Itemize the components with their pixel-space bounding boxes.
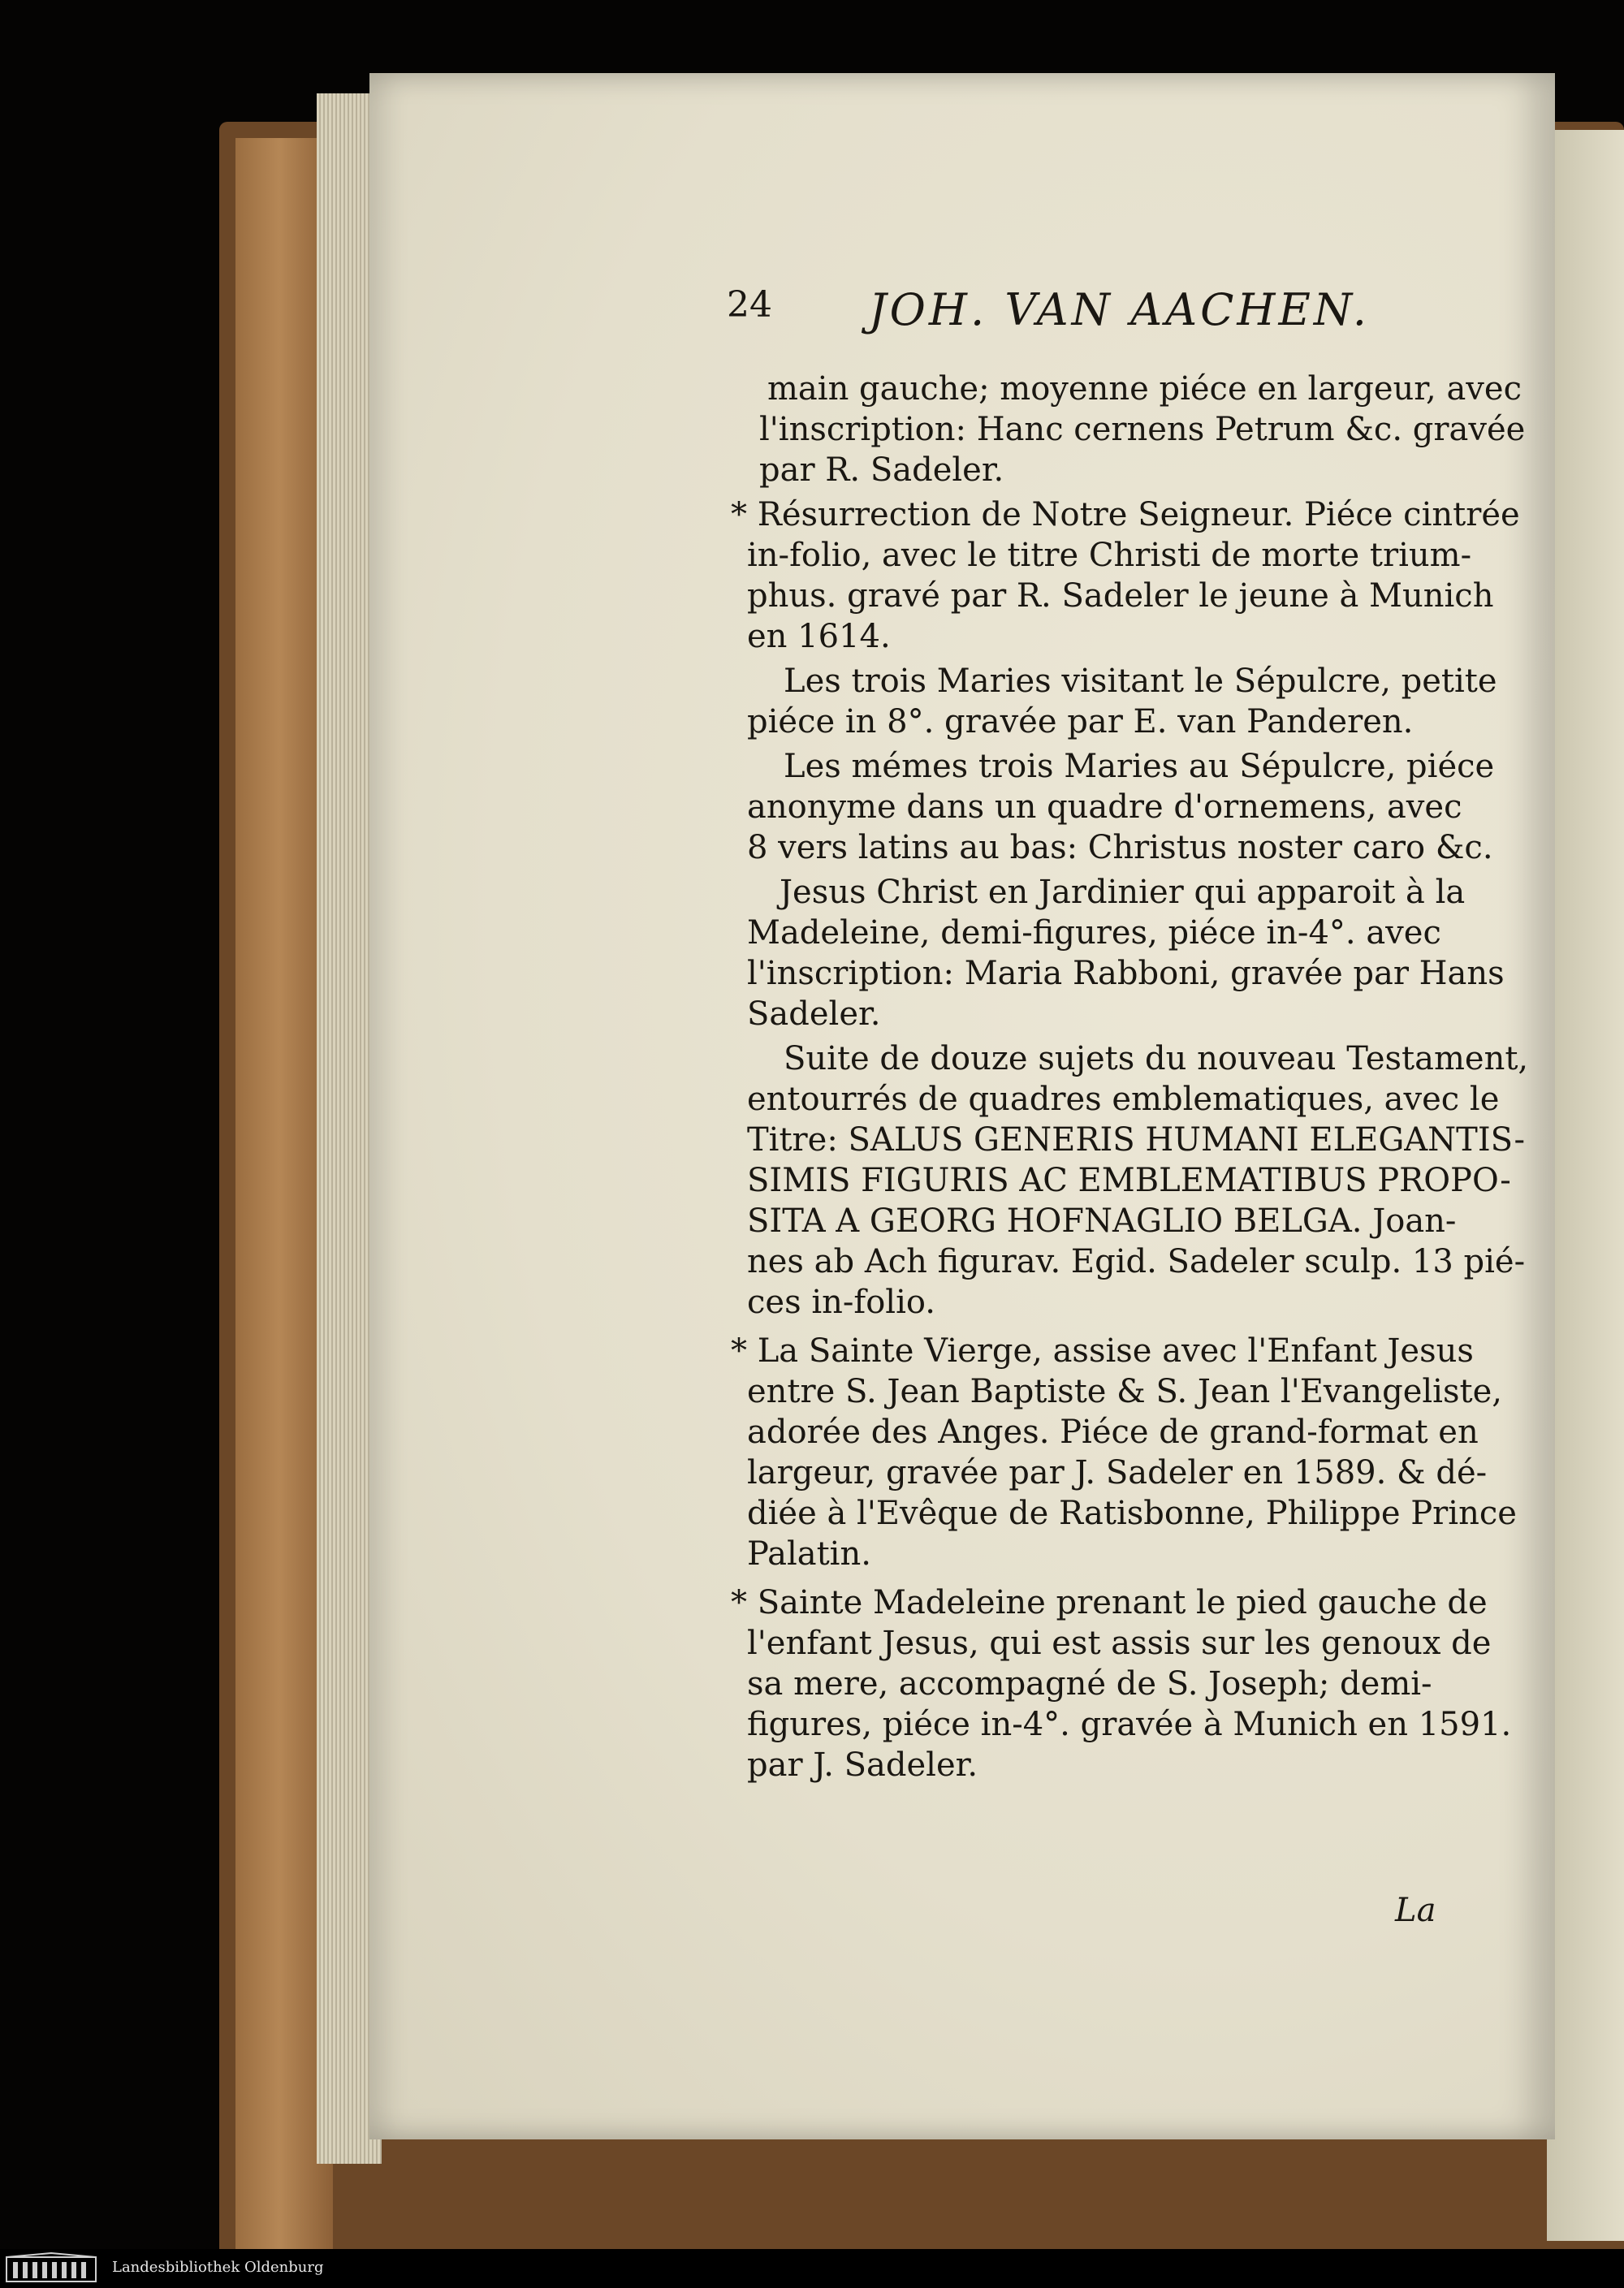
catchword: La [1395,1892,1436,1929]
text-line: Sadeler. [747,995,881,1033]
text-line: figures, piéce in-4°. gravée à Munich en 1591. [747,1706,1512,1743]
text-line: Jesus Christ en Jardinier qui apparoit à la [780,874,1466,911]
text-line: * Résurrection de Notre Seigneur. Piéce cintrée [731,496,1520,533]
text-line: * Sainte Madeleine prenant le pied gauche de [731,1584,1488,1621]
text-line: sa mere, accompagné de S. Joseph; demi- [747,1665,1432,1703]
text-line: phus. gravé par R. Sadeler le jeune à Munich [747,577,1494,615]
text-line: * La Sainte Vierge, assise avec l'Enfant Jesus [731,1332,1474,1370]
text-line: SITA A GEORG HOFNAGLIO BELGA. Joan- [747,1202,1457,1240]
text-line: SIMIS FIGURIS AC EMBLEMATIBUS PROPO- [747,1162,1511,1199]
facing-page-edge [1547,130,1624,2241]
text-line: Madeleine, demi-figures, piéce in-4°. avec [747,914,1441,952]
library-logo-icon [5,2252,101,2285]
text-line: par J. Sadeler. [747,1746,978,1784]
text-line: ces in-folio. [747,1284,935,1321]
text-line: Les trois Maries visitant le Sépulcre, petite [784,663,1497,700]
text-line: Suite de douze sujets du nouveau Testament, [784,1040,1529,1077]
text-line: l'inscription: Maria Rabboni, gravée par Hans [747,955,1505,992]
text-line: par R. Sadeler. [759,451,1004,489]
text-line: main gauche; moyenne piéce en largeur, avec [767,370,1522,408]
text-line: l'inscription: Hanc cernens Petrum &c. gravée [759,411,1526,448]
text-line: nes ab Ach figurav. Egid. Sadeler sculp. 13 pié- [747,1243,1526,1280]
text-line: largeur, gravée par J. Sadeler en 1589. & dé- [747,1454,1488,1492]
text-line: en 1614. [747,618,891,655]
text-line: Titre: SALUS GENERIS HUMANI ELEGANTIS- [747,1121,1526,1159]
text-line: l'enfant Jesus, qui est assis sur les genoux de [747,1625,1492,1662]
page-number: 24 [727,284,772,326]
text-line: piéce in 8°. gravée par E. van Panderen. [747,703,1414,740]
page-header [727,284,1490,349]
running-title: JOH. VAN AACHEN. [869,284,1370,335]
text-line: entre S. Jean Baptiste & S. Jean l'Evangeliste, [747,1373,1502,1410]
text-line: entourrés de quadres emblematiques, avec le [747,1081,1500,1118]
text-line: anonyme dans un quadre d'ornemens, avec [747,788,1462,826]
text-line: in-folio, avec le titre Christi de morte trium- [747,537,1472,574]
text-line: diée à l'Evêque de Ratisbonne, Philippe Prince [747,1495,1517,1532]
text-line: Les mémes trois Maries au Sépulcre, piéce [784,748,1495,785]
library-name: Landesbibliothek Oldenburg [112,2259,324,2276]
text-line: adorée des Anges. Piéce de grand-format en [747,1414,1479,1451]
text-line: Palatin. [747,1535,871,1573]
text-line: 8 vers latins au bas: Christus noster caro &c. [747,829,1493,866]
